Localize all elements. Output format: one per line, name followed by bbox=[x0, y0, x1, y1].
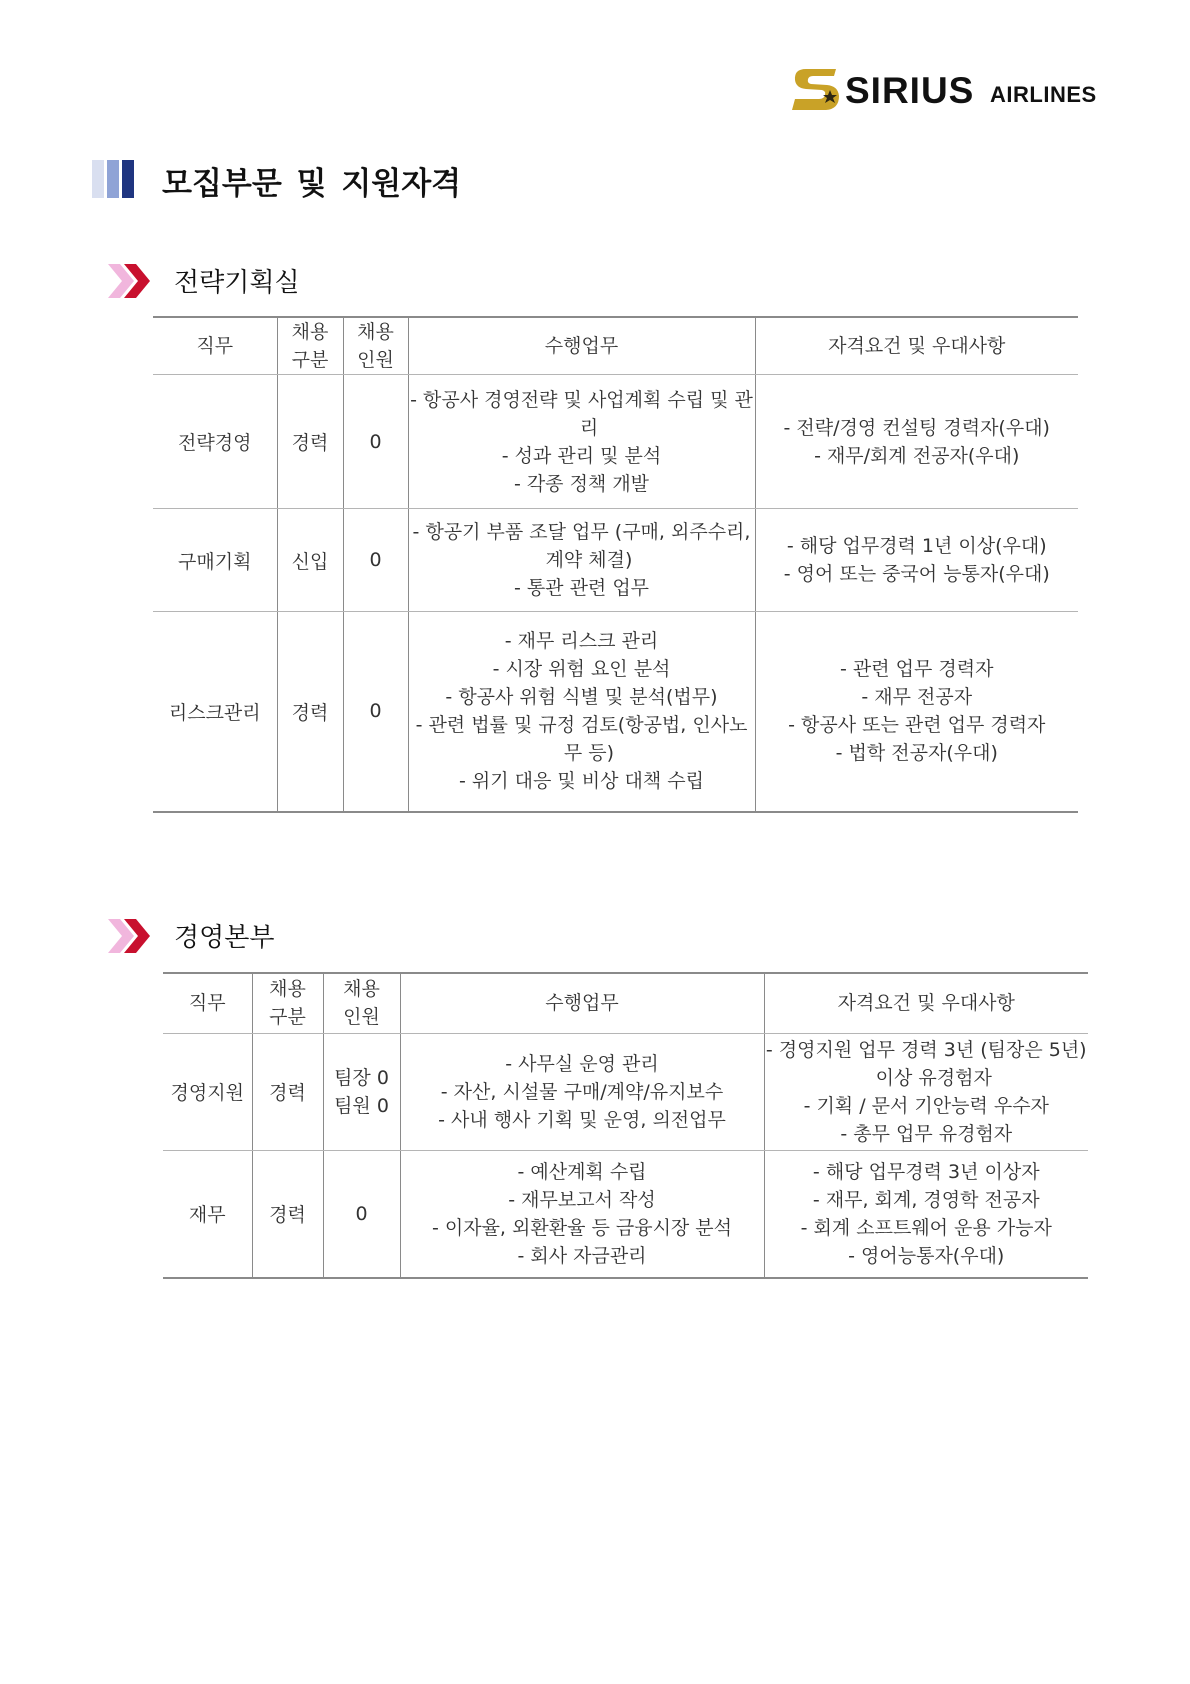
qualifications-cell bbox=[764, 1033, 1088, 1150]
role-cell: 경영지원 bbox=[163, 1033, 252, 1150]
duties-cell bbox=[408, 509, 755, 612]
section-title: 경영본부 bbox=[174, 923, 275, 953]
double-chevron-icon bbox=[108, 919, 152, 953]
count-cell: 0 bbox=[343, 375, 408, 509]
duties-cell bbox=[400, 1033, 764, 1150]
title-bars-icon bbox=[92, 160, 138, 198]
count-cell: 0 bbox=[343, 612, 408, 812]
count-cell: 0 bbox=[323, 1150, 400, 1278]
list-item: - 각종 정책 개발 bbox=[513, 472, 650, 495]
list-item: - 사내 행사 기획 및 운영, 의전업무 bbox=[438, 1108, 726, 1131]
header-role: 직무 bbox=[163, 973, 252, 1033]
role-cell: 리스크관리 bbox=[153, 612, 277, 812]
list-item: - 영어 또는 중국어 능통자(우대) bbox=[783, 563, 1050, 585]
header-count: 채용 인원 bbox=[323, 973, 400, 1033]
header-type: 채용 구분 bbox=[252, 973, 323, 1033]
section-title: 전략기획실 bbox=[174, 268, 300, 298]
logo-brand-text: SIRIUS bbox=[845, 70, 975, 111]
logo-s-star-icon bbox=[792, 66, 842, 114]
count-cell: 팀장 0 팀원 0 bbox=[323, 1033, 400, 1150]
list-item: - 항공사 위험 식별 및 분석(법무) bbox=[445, 686, 718, 709]
qualifications-cell bbox=[755, 509, 1078, 612]
header-duties: 수행업무 bbox=[408, 317, 755, 375]
list-item: - 항공사 또는 관련 업무 경력자 bbox=[788, 714, 1046, 737]
list-item: - 항공사 경영전략 및 사업계획 수립 및 관리 bbox=[410, 388, 753, 439]
list-item: - 항공기 부품 조달 업무 (구매, 외주수리, 계약 체결) bbox=[412, 521, 751, 571]
list-item: - 위기 대응 및 비상 대책 수립 bbox=[459, 770, 704, 793]
sirius-airlines-logo bbox=[792, 66, 1110, 114]
title-bar-mid bbox=[107, 160, 119, 198]
list-item: - 해당 업무경력 1년 이상(우대) bbox=[786, 535, 1047, 557]
qualifications-cell bbox=[764, 1150, 1088, 1278]
list-item: - 관련 업무 경력자 bbox=[840, 658, 994, 681]
recruit-table-management bbox=[163, 972, 1088, 1279]
role-cell: 구매기획 bbox=[153, 509, 277, 612]
list-item: - 경영지원 업무 경력 3년 (팀장은 5년) 이상 유경험자 bbox=[765, 1038, 1087, 1089]
list-item: - 영어능통자(우대) bbox=[848, 1244, 1005, 1267]
table-row bbox=[153, 375, 1078, 509]
duties-cell bbox=[408, 375, 755, 509]
header-qualifications: 자격요건 및 우대사항 bbox=[755, 317, 1078, 375]
header-type: 채용 구분 bbox=[277, 317, 343, 375]
role-cell: 전략경영 bbox=[153, 375, 277, 509]
double-chevron-icon bbox=[108, 264, 152, 298]
count-cell: 0 bbox=[343, 509, 408, 612]
list-item: - 통관 관련 업무 bbox=[513, 577, 650, 599]
recruit-table-strategy bbox=[153, 316, 1078, 813]
list-item: - 전략/경영 컨설팅 경력자(우대) bbox=[783, 416, 1050, 439]
list-item: - 법학 전공자(우대) bbox=[835, 742, 998, 765]
type-cell: 경력 bbox=[277, 612, 343, 812]
logo-sub-text: AIRLINES bbox=[990, 82, 1097, 107]
list-item: - 시장 위험 요인 분석 bbox=[492, 658, 671, 681]
list-item: - 사무실 운영 관리 bbox=[505, 1052, 659, 1075]
list-item: - 이자율, 외환환율 등 금융시장 분석 bbox=[431, 1216, 733, 1239]
list-item: - 해당 업무경력 3년 이상자 bbox=[812, 1160, 1040, 1183]
list-item: - 예산계획 수립 bbox=[517, 1160, 647, 1183]
page-title: 모집부문 및 지원자격 bbox=[162, 166, 462, 202]
header-duties: 수행업무 bbox=[400, 973, 764, 1033]
qualifications-cell bbox=[755, 375, 1078, 509]
list-item: - 기획 / 문서 기안능력 우수자 bbox=[803, 1094, 1049, 1117]
table-row bbox=[163, 1150, 1088, 1278]
list-item: - 재무 리스크 관리 bbox=[504, 630, 659, 653]
duties-cell bbox=[400, 1150, 764, 1278]
list-item: - 관련 법률 및 규정 검토(항공법, 인사노무 등) bbox=[415, 714, 748, 765]
duties-cell bbox=[408, 612, 755, 812]
title-bar-light bbox=[92, 160, 104, 198]
list-item: - 재무, 회계, 경영학 전공자 bbox=[812, 1188, 1040, 1211]
list-item: - 재무보고서 작성 bbox=[508, 1188, 656, 1211]
list-item: - 재무 전공자 bbox=[861, 686, 973, 709]
table-row bbox=[153, 509, 1078, 612]
list-item: - 성과 관리 및 분석 bbox=[501, 444, 662, 467]
list-item: - 총무 업무 유경험자 bbox=[840, 1122, 1013, 1145]
table-row bbox=[163, 1033, 1088, 1150]
header-role: 직무 bbox=[153, 317, 277, 375]
type-cell: 경력 bbox=[252, 1150, 323, 1278]
type-cell: 경력 bbox=[252, 1033, 323, 1150]
list-item: - 자산, 시설물 구매/계약/유지보수 bbox=[440, 1080, 724, 1103]
list-item: - 회계 소프트웨어 운용 가능자 bbox=[800, 1216, 1052, 1239]
qualifications-cell bbox=[755, 612, 1078, 812]
type-cell: 경력 bbox=[277, 375, 343, 509]
table-row bbox=[153, 612, 1078, 812]
list-item: - 회사 자금관리 bbox=[517, 1244, 647, 1267]
list-item: - 재무/회계 전공자(우대) bbox=[814, 444, 1020, 467]
role-cell: 재무 bbox=[163, 1150, 252, 1278]
title-bar-dark bbox=[122, 160, 134, 198]
header-qualifications: 자격요건 및 우대사항 bbox=[764, 973, 1088, 1033]
type-cell: 신입 bbox=[277, 509, 343, 612]
header-count: 채용 인원 bbox=[343, 317, 408, 375]
